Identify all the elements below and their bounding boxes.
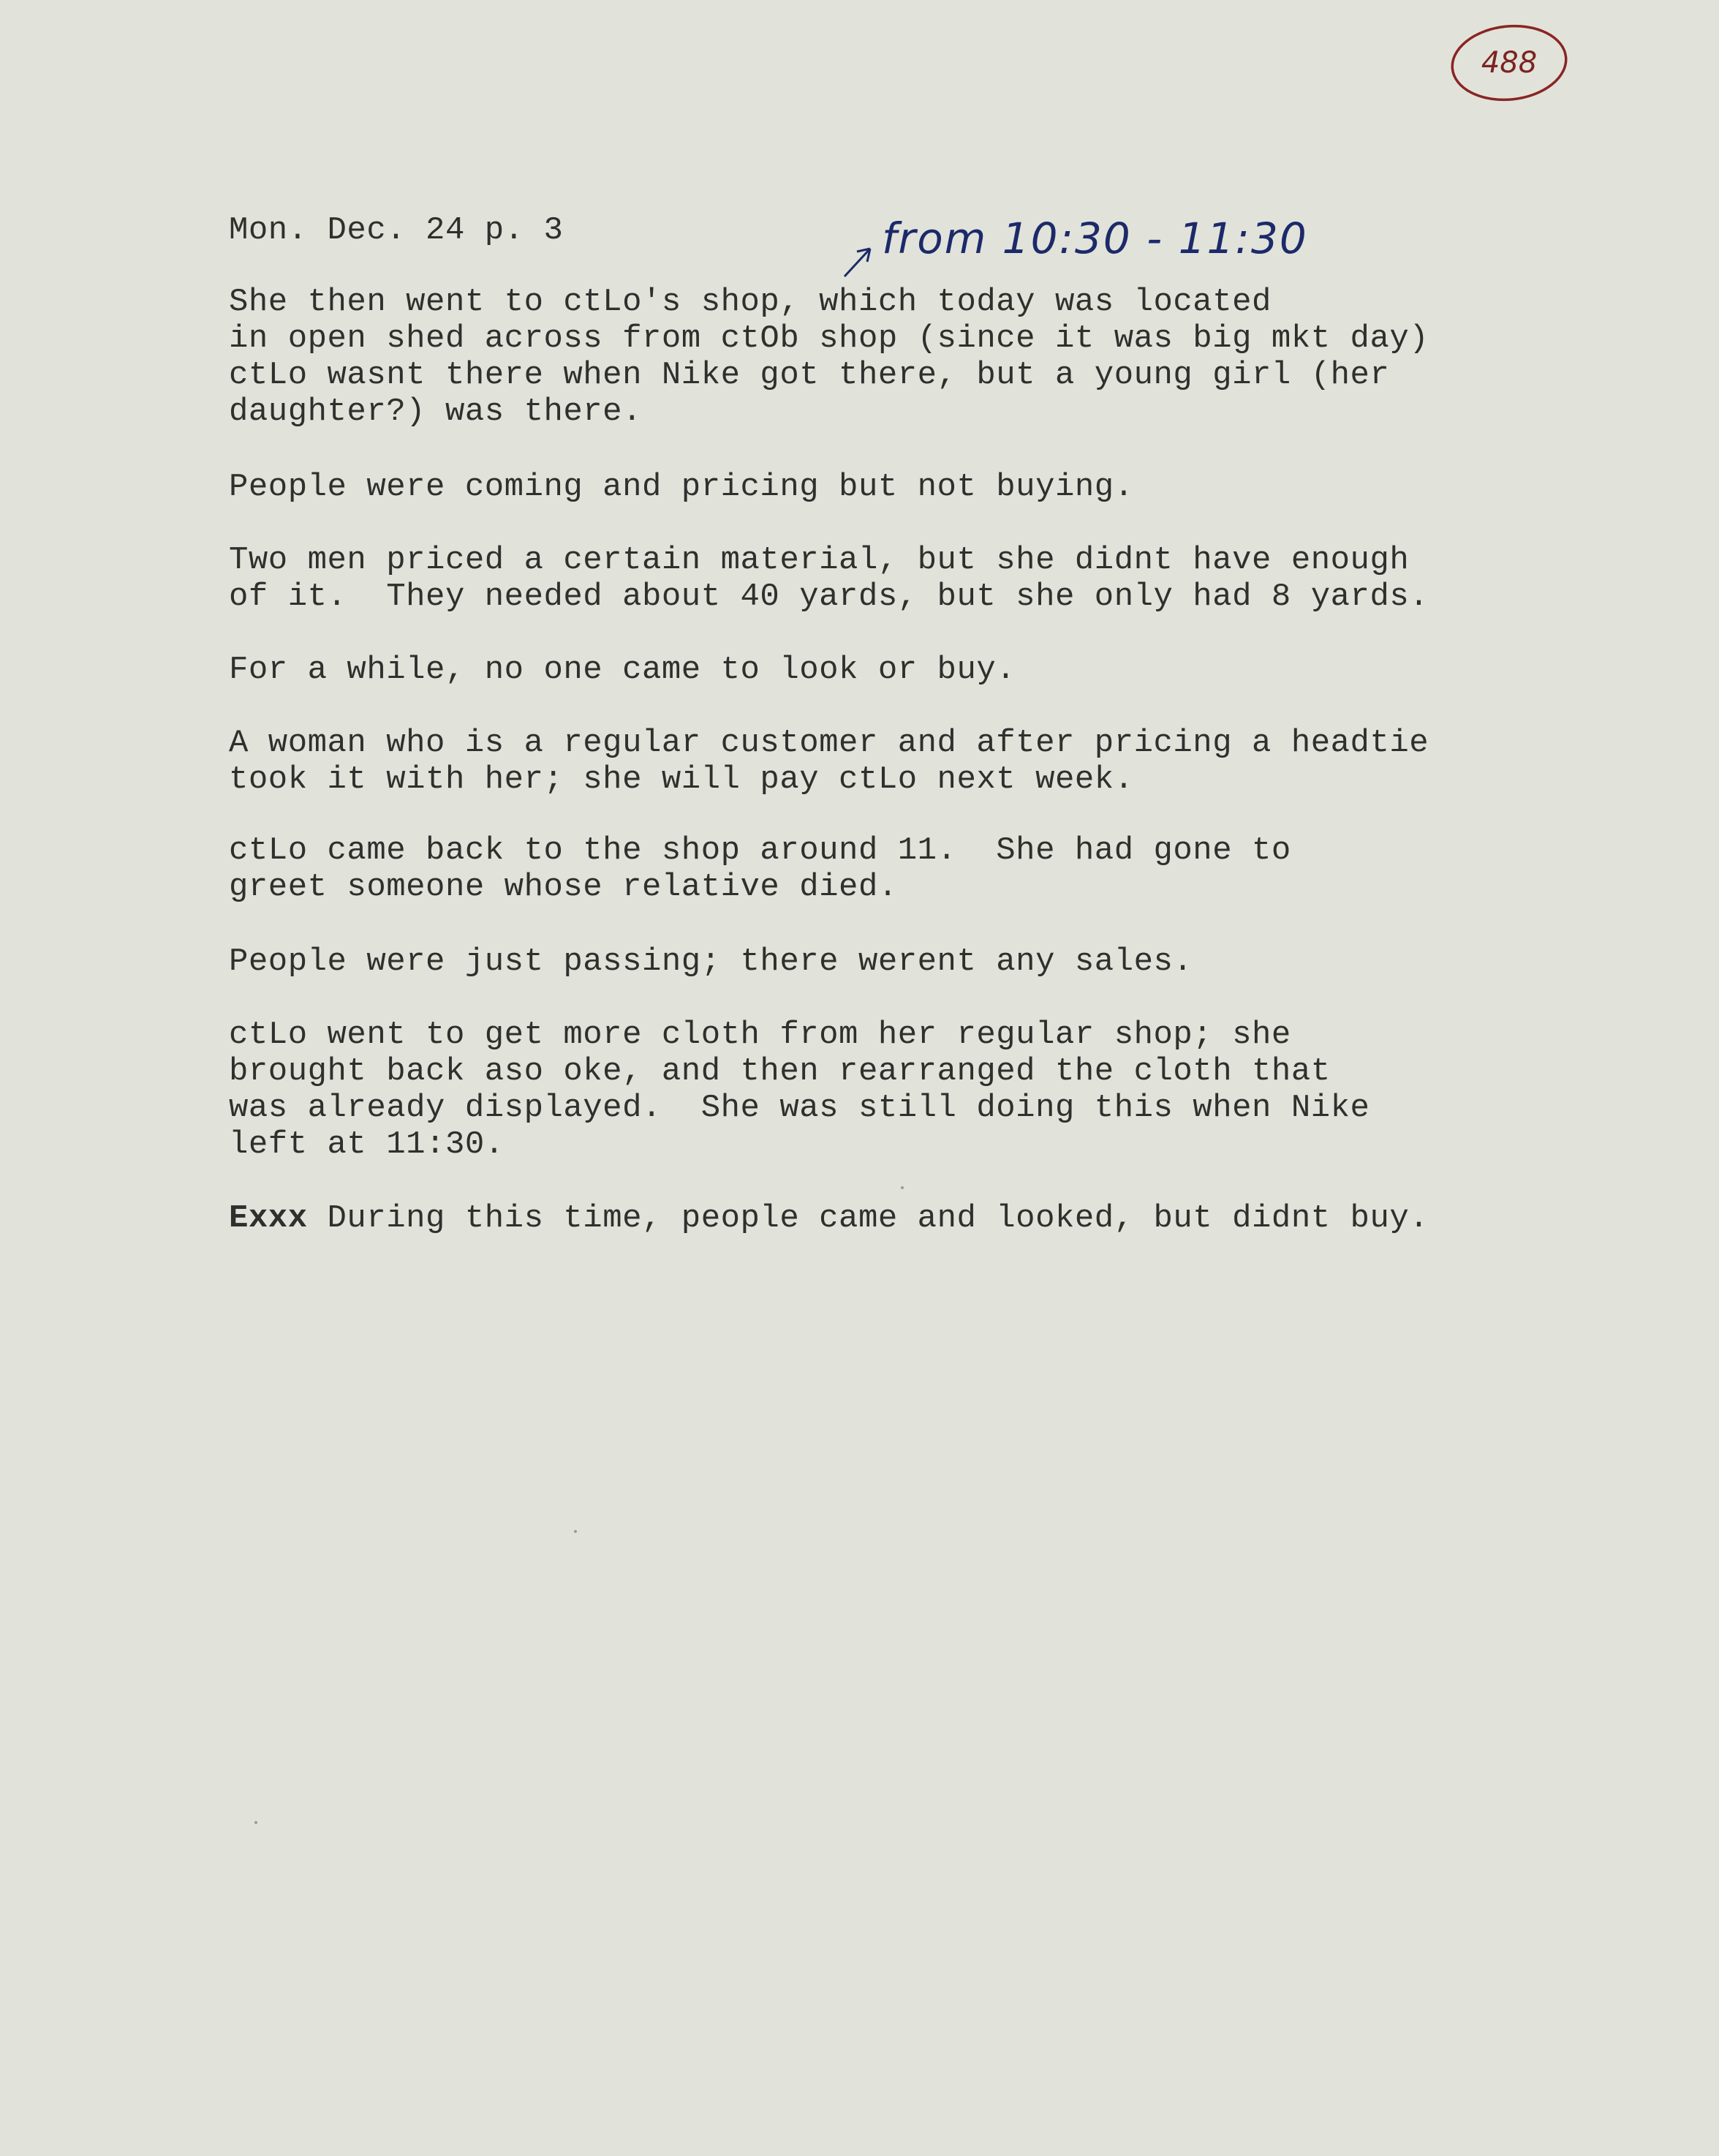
text-line: ctLo went to get more cloth from her regular shop; she [229, 1017, 1291, 1053]
paragraph-8 [229, 1017, 1369, 1163]
text-line: A woman who is a regular customer and after pricing a headtie [229, 725, 1429, 761]
text-line: She then went to ctLo's shop, which today was located [229, 284, 1272, 320]
text-line: For a while, no one came to look or buy. [229, 652, 1016, 688]
paragraph-6 [229, 832, 1291, 905]
text-line: People were coming and pricing but not buying. [229, 469, 1134, 505]
text-line: ctLo wasnt there when Nike got there, but a young girl (her [229, 357, 1390, 393]
text-line: of it. They needed about 40 yards, but she only had 8 yards. [229, 578, 1429, 615]
paragraph-1 [229, 284, 1429, 430]
paragraph-2 [229, 469, 1134, 505]
text-line: greet someone whose relative died. [229, 869, 898, 905]
paragraph-9 [229, 1200, 1429, 1237]
text-line: Two men priced a certain material, but she didnt have enough [229, 542, 1410, 578]
text-line: was already displayed. She was still doing this when Nike [229, 1090, 1370, 1126]
paper-speck [574, 1530, 577, 1533]
handwritten-note [841, 214, 1309, 287]
text-line: took it with her; she will pay ctLo next week. [229, 761, 1134, 798]
paragraph-5 [229, 725, 1429, 798]
text-line: left at 11:30. [229, 1126, 505, 1163]
paper-speck [901, 1186, 904, 1189]
page-number: 488 [1481, 46, 1538, 80]
page-number-stamp [1448, 20, 1571, 105]
text-line: daughter?) was there. [229, 393, 642, 430]
paper-speck [254, 1821, 257, 1824]
page-header: Mon. Dec. 24 p. 3 [229, 212, 564, 249]
text-line: People were just passing; there werent any sales. [229, 943, 1193, 980]
text-line: brought back aso oke, and then rearranged the cloth that [229, 1053, 1331, 1090]
text-line: in open shed across from ctOb shop (since it was big mkt day) [229, 320, 1429, 357]
handwritten-time-note: from 10:30 - 11:30 [882, 214, 1308, 263]
text-line: ctLo came back to the shop around 11. She had gone to [229, 832, 1291, 869]
text-line: During this time, people came and looked, but didnt buy. [307, 1200, 1429, 1237]
paragraph-7 [229, 943, 1193, 980]
paragraph-4 [229, 652, 1016, 688]
struck-out-text: Exxx [229, 1200, 308, 1237]
paragraph-3 [229, 542, 1429, 615]
